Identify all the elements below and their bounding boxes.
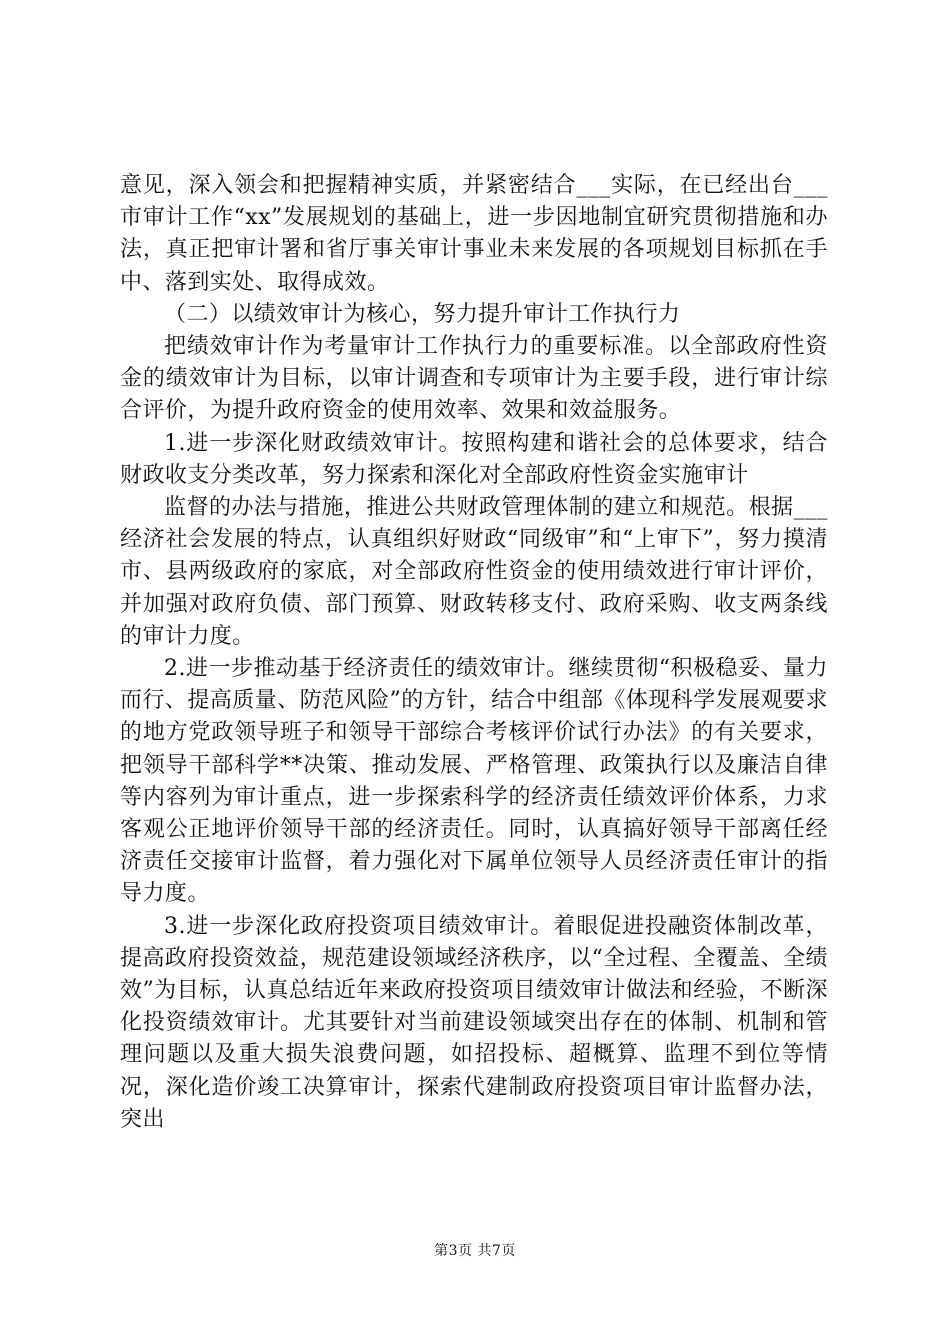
page-number-footer: 第3页 共7页 xyxy=(434,1243,516,1259)
document-body xyxy=(120,170,828,1136)
paragraph-performance-audit-standard: 把绩效审计作为考量审计工作执行力的重要标准。以全部政府性资金的绩效审计为目标，以审计调查和专项审计为主要手段，进行审计综合评价，为提升政府资金的使用效率、效果和效益服务。 xyxy=(120,334,828,424)
paragraph-item-2: 2.进一步推动基于经济责任的绩效审计。继续贯彻“积极稳妥、量力而行、提高质量、防范风险”的方针，结合中组部《体现科学发展观要求的地方党政领导班子和领导干部综合考核评价试行办法》的有关要求，把领导干部科学**决策、推动发展、严格管理、政策执行以及廉洁自律等内容列为审计重点，进一步探索科学的经济责任绩效评价体系，力求客观公正地评价领导干部的经济责任。同时，认真搞好领导干部离任经济责任交接审计监督，着力强化对下属单位领导人员经济责任审计的指导力度。 xyxy=(120,656,828,907)
section-heading-2: （二）以绩效审计为核心，努力提升审计工作执行力 xyxy=(164,301,681,327)
paragraph-continuation: 意见，深入领会和把握精神实质，并紧密结合___实际，在已经出台___市审计工作“xx”发展规划的基础上，进一步因地制宜研究贯彻措施和办法，真正把审计署和省厅事关审计事业未来发展的各项规划目标抓在手中、落到实处、取得成效。 xyxy=(120,173,828,295)
paragraph-item-3: 3.进一步深化政府投资项目绩效审计。着眼促进投融资体制改革，提高政府投资效益，规范建设领域经济秩序，以“全过程、全覆盖、全绩效”为目标，认真总结近年来政府投资项目绩效审计做法和经验，不断深化投资绩效审计。尤其要针对当前建设领域突出存在的体制、机制和管理问题以及重大损失浪费问题，如招投标、超概算、监理不到位等情况，深化造价竣工决算审计，探索代建制政府投资项目审计监督办法，突出 xyxy=(120,913,828,1132)
paragraph-item-1: 1.进一步深化财政绩效审计。按照构建和谐社会的总体要求，结合财政收支分类改革，努力探索和深化对全部政府性资金实施审计 xyxy=(120,430,828,488)
paragraph-item-1-continued: 监督的办法与措施，推进公共财政管理体制的建立和规范。根据___经济社会发展的特点，认真组织好财政“同级审”和“上审下”，努力摸清市、县两级政府的家底，对全部政府性资金的使用绩效进行审计评价，并加强对政府负债、部门预算、财政转移支付、政府采购、收支两条线的审计力度。 xyxy=(120,495,828,649)
